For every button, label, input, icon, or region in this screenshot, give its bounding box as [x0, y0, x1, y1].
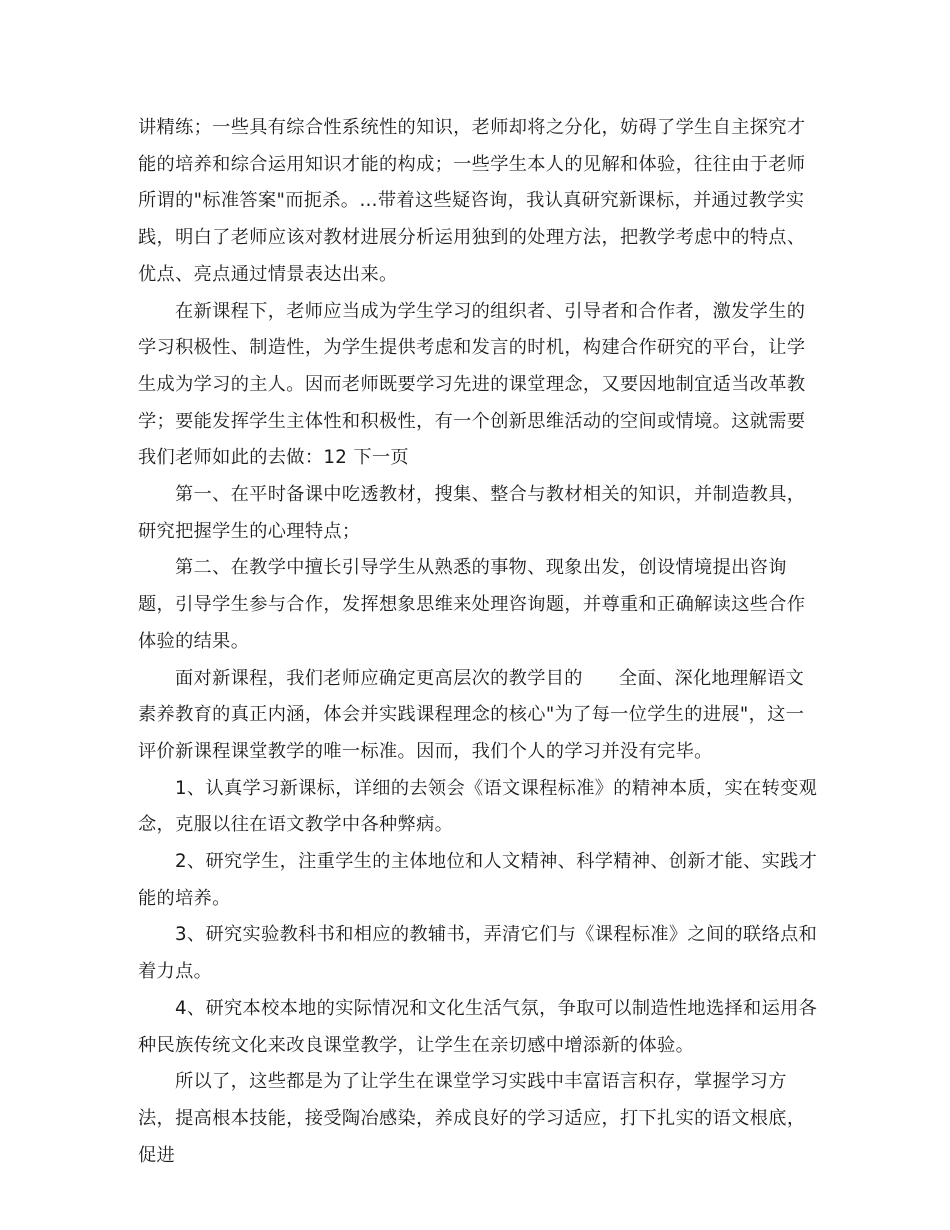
paragraph-5-part-b: 全面、深化地理解语文素养教育的真正内涵，体会并实践课程理念的核心"为了每一位学生的进展"，这一评价新课程课堂教学的唯一标准。因而，我们个人的学习并没有完毕。	[138, 667, 805, 762]
paragraph-2: 在新课程下，老师应当成为学生学习的组织者、引导者和合作者，激发学生的学习积极性、制造性，为学生提供考虑和发言的时机，构建合作研究的平台，让学生成为学习的主人。因而老师既要学习先进的课堂理念，又要因地制宜适当改革教学；要能发挥学生主体性和积极性，有一个创新思维活动的空间或情境。这就需要我们老师如此的去做：12 下一页	[138, 300, 806, 469]
paragraph-1: 讲精练；一些具有综合性系统性的知识，老师却将之分化，妨碍了学生自主探究才能的培养和综合运用知识才能的构成；一些学生本人的见解和体验，往往由于老师所谓的"标准答案"而扼杀。…带着这些疑咨询，我认真研究新课标，并通过教学实践，明白了老师应该对教材进展分析运用独到的处理方法，把教学考虑中的特点、优点、亮点通过情景表达出来。	[138, 117, 806, 285]
document-body	[138, 110, 818, 1174]
paragraph-5-part-a: 面对新课程，我们老师应确定更高层次的教学目的	[175, 667, 583, 689]
paragraph-6: 1、认真学习新课标，详细的去领会《语文课程标准》的精神本质，实在转变观念，克服以往在语文教学中各种弊病。	[138, 777, 818, 836]
paragraph-9: 4、研究本校本地的实际情况和文化生活气氛，争取可以制造性地选择和运用各种民族传统文化来改良课堂教学，让学生在亲切感中增添新的体验。	[138, 997, 818, 1056]
paragraph-8: 3、研究实验教科书和相应的教辅书，弄清它们与《课程标准》之间的联络点和着力点。	[138, 924, 818, 983]
paragraph-10: 所以了，这些都是为了让学生在课堂学习实践中丰富语言积存，掌握学习方法，提高根本技能，接受陶冶感染，养成良好的学习适应，打下扎实的语文根底，促进	[138, 1071, 806, 1166]
paragraph-4: 第二、在教学中擅长引导学生从熟悉的事物、现象出发，创设情境提出咨询题，引导学生参与合作，发挥想象思维来处理咨询题，并尊重和正确解读这些合作体验的结果。	[138, 557, 806, 652]
paragraph-5	[138, 661, 818, 771]
paragraph-7: 2、研究学生，注重学生的主体地位和人文精神、科学精神、创新才能、实践才能的培养。	[138, 851, 818, 909]
paragraph-3: 第一、在平时备课中吃透教材，搜集、整合与教材相关的知识，并制造教具，研究把握学生的心理特点；	[138, 484, 806, 542]
